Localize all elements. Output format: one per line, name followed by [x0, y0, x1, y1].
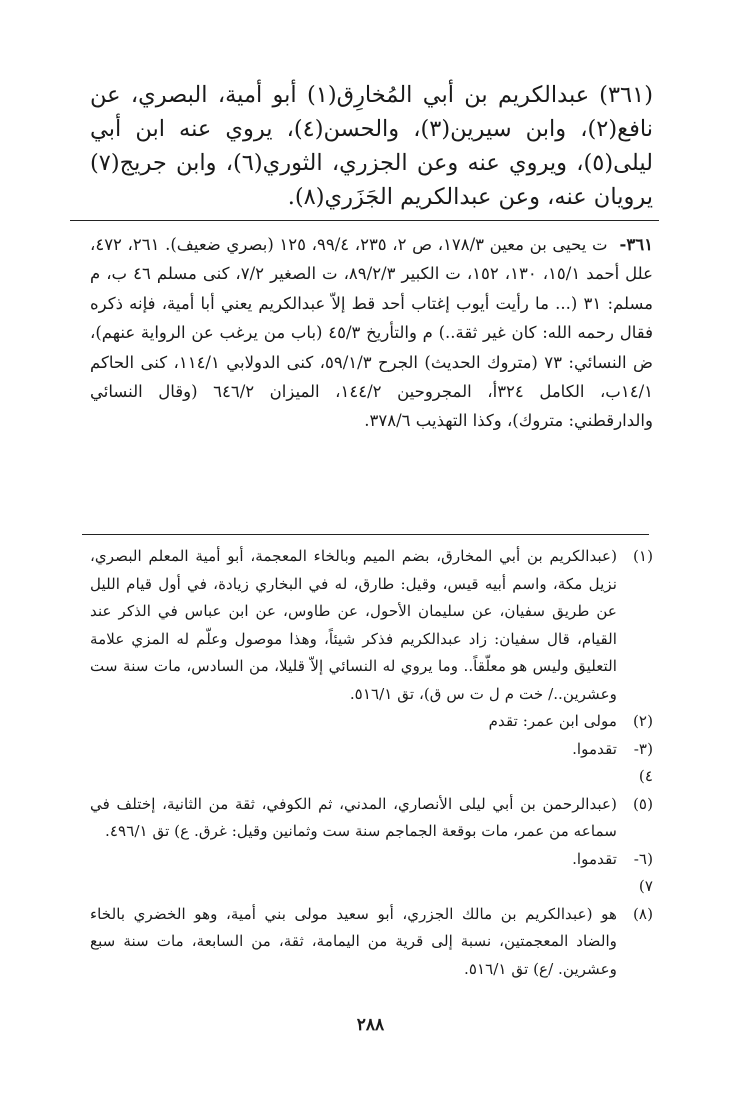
entry-text-block [90, 78, 653, 214]
footnotes [90, 543, 653, 983]
takhrij-block [90, 230, 653, 436]
takhrij-text: ت يحيى بن معين ١٧٨/٣، ص ٢، ٢٣٥، ٩٩/٤، ١٢٥ (بصري ضعيف). ٢٦١، ٤٧٢، علل أحمد ١٥/١، ١٣٠، ١٥٢، ت الكبير ٨٩/٢/٣، ت الصغير ٧/٢، كنى مسلم ٤٦ ب، م مسلم: ٣١ (... ما رأيت أيوب إغتاب أحد قط إلاّ عبدالكريم يعني أبا أمية، فإنه ذكره فقال رحمه الله: كان غير ثقة..) م والتأريخ ٤٥/٣ (باب من يرغب عن الرواية عنهم)، ض النسائي: ٧٣ (متروك الحديث) الجرح ٥٩/١/٣، كنى الدولابي ١١٤/١، كنى الحاكم ١٤/١ب، الكامل ٣٢٤أ، المجروحين ١٤٤/٢، الميزان ٦٤٦/٢ (وقال النسائي والدارقطني: متروك)، وكذا التهذيب ٣٧٨/٦. [90, 235, 653, 431]
footnote-text: مولى ابن عمر: تقدم [488, 712, 617, 730]
footnote-number: (٢) [632, 712, 653, 730]
footnote [90, 708, 653, 736]
footnote-number: (١) [632, 547, 653, 565]
footnote-text: تقدموا. [572, 739, 617, 758]
footnote-number: (٦- ٧) [633, 849, 653, 895]
takhrij-number: ٣٦١- [619, 235, 653, 254]
footnote [90, 791, 653, 846]
footnote-text: هو (عبدالكريم بن مالك الجزري، أبو سعيد مولى بني أمية، وهو الخضري بالخاء والضاد المعجمتين، نسبة إلى قرية من اليمامة، ثقة، من السابعة، مات سنة سبع وعشرين. /ع) تق ٥١٦/١. [90, 904, 617, 978]
top-divider [70, 220, 659, 221]
footnote-number: (٨) [632, 904, 653, 923]
page-number: ٢٨٨ [356, 1015, 385, 1035]
entry-number: (٣٦١) [599, 82, 653, 108]
footnote [90, 543, 653, 708]
footnote-divider [82, 534, 649, 535]
footnote-text: (عبدالرحمن بن أبي ليلى الأنصاري، المدني، ثم الكوفي، ثقة من الثانية، إختلف في سماعه من عمر، مات بوقعة الجماجم سنة ست وثمانين وقيل: غرق. ع) تق ٤٩٦/١. [90, 794, 617, 840]
footnote [90, 736, 653, 791]
footnote [90, 901, 653, 984]
footnote-text: تقدموا. [572, 849, 617, 868]
footnote-number: (٥) [632, 794, 653, 813]
footnote-number: (٣- ٤) [633, 739, 653, 785]
footnote-text: (عبدالكريم بن أبي المخارق، بضم الميم وبالخاء المعجمة، أبو أمية المعلم البصري، نزيل مكة، واسم أبيه قيس، وقيل: طارق، له في البخاري زيادة، في أول قيام الليل عن طريق سفيان، عن سليمان الأحول، عن طاوس، عن ابن عباس في الذكر عند القيام، قال سفيان: زاد عبدالكريم فذكر شيئاً، وهذا موصول وعلّم له المزي علامة التعليق وليس هو معلّقاً.. وما يروي له النسائي إلاّ قليلا، من السادس، مات سنة ست وعشرين../ خت م ل ت س ق)، تق ٥١٦/١. [90, 547, 617, 703]
entry-text: عبدالكريم بن أبي المُخارِق(١) أبو أمية، البصري، عن نافع(٢)، وابن سيرين(٣)، والحسن(٤)، يروي عنه ابن أبي ليلى(٥)، ويروي عنه وعن الجزري، الثوري(٦)، وابن جريج(٧) يرويان عنه، وعن عبدالكريم الجَزَري(٨). [90, 82, 653, 210]
footnote [90, 846, 653, 901]
